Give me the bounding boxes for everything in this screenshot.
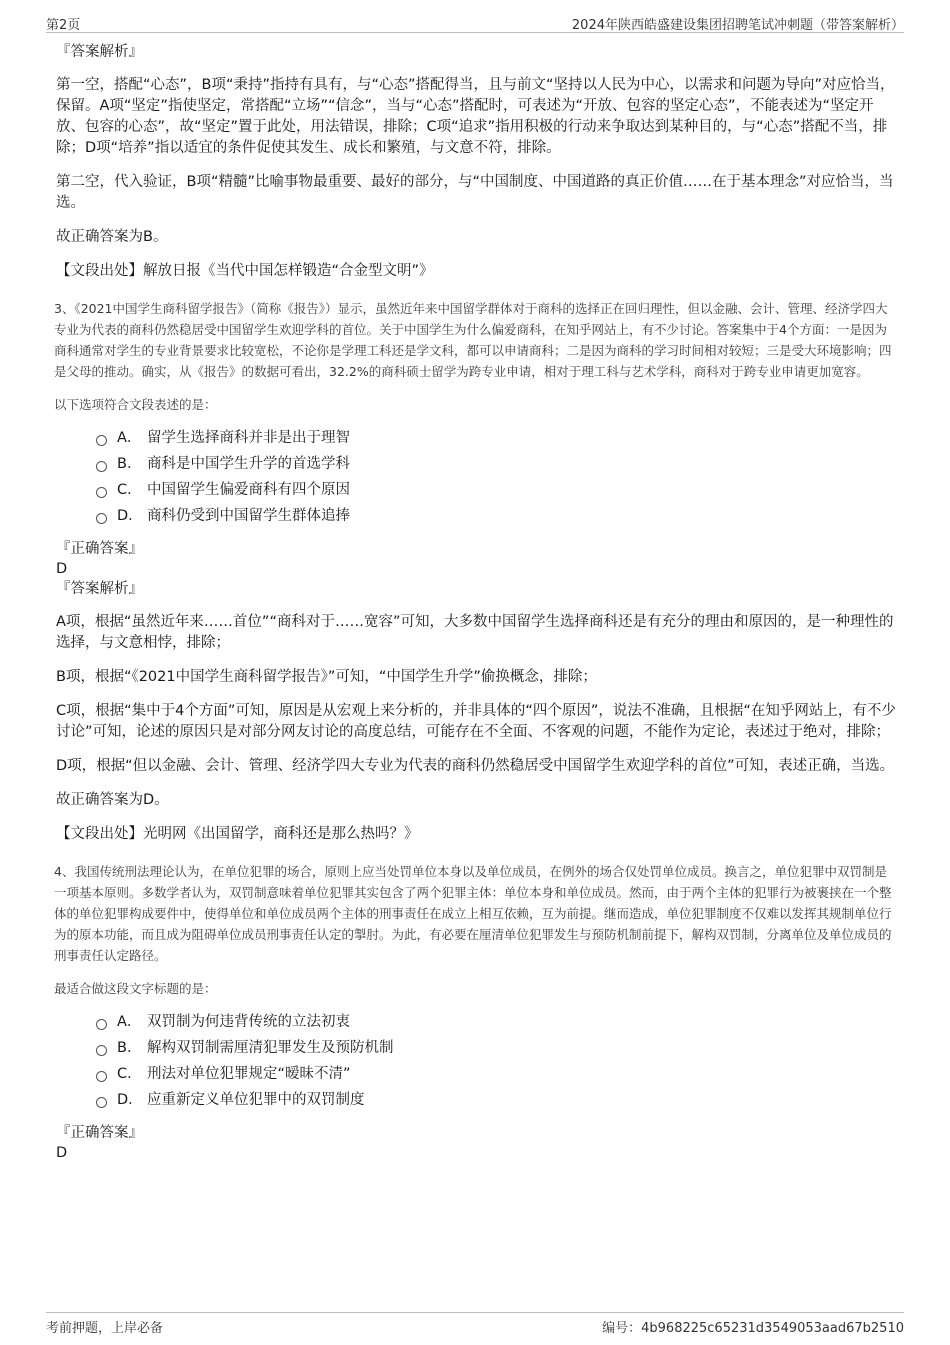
radio-icon[interactable] — [96, 513, 107, 524]
q4-prompt: 最适合做这段文字标题的是： — [54, 981, 217, 996]
radio-icon[interactable] — [96, 1071, 107, 1082]
q3-option-d[interactable]: D． 商科仍受到中国留学生群体追捧 — [96, 503, 896, 529]
document-title: 2024年陕西皓盛建设集团招聘笔试冲刺题（带答案解析） — [571, 18, 904, 33]
q4-correct-heading: 『正确答案』 — [56, 1125, 143, 1141]
q4-option-b[interactable]: B． 解构双罚制需厘清犯罪发生及预防机制 — [96, 1035, 896, 1061]
q4-stem: 4、我国传统刑法理论认为，在单位犯罪的场合，原则上应当处罚单位本身以及单位成员，在例外的场合仅处罚单位成员。换言之，单位犯罪中双罚制是一项基本原则。多数学者认为，双罚制意味着单位犯罪其实包含了两个犯罪主体：单位本身和单位成员。然而，由于两个主体的犯罪行为被裹挟在一个整体的单位犯罪构成要件中，使得单位和单位成员两个主体的刑事责任在成立上相互依赖，互为前提。继而造成，单位犯罪制度不仅难以发挥其规制单位行为的原本功能，而且成为阻碍单位成员刑事责任认定的掣肘。为此，有必要在厘清单位犯罪发生与预防机制前提下，解构双罚制，分离单位及单位成员的刑事责任认定路径。 — [54, 864, 892, 963]
q3-options — [96, 425, 896, 529]
q3-analysis-a: A项，根据“虽然近年来……首位”“商科对于……宽容”可知，大多数中国留学生选择商科还是有充分的理由和原因的，是一种理性的选择，与文意相悖，排除； — [56, 614, 894, 651]
q3-conclusion: 故正确答案为D。 — [56, 792, 169, 808]
radio-icon[interactable] — [96, 435, 107, 446]
radio-icon[interactable] — [96, 487, 107, 498]
q3-analysis-c: C项，根据“集中于4个方面”可知，原因是从宏观上来分析的，并非具体的“四个原因”，说法不准确，且根据“在知乎网站上，有不少讨论”可知，论述的原因只是对部分网友讨论的高度总结，可能存在不全面、不客观的问题，不能作为定论，表述过于绝对，排除； — [56, 703, 896, 740]
q3-correct-heading: 『正确答案』 — [56, 541, 143, 557]
q4-option-c[interactable]: C． 刑法对单位犯罪规定“暧昧不清” — [96, 1061, 896, 1087]
q2-analysis-para2: 第二空，代入验证，B项“精髓”比喻事物最重要、最好的部分，与“中国制度、中国道路的真正价值……在于基本理念”对应恰当，当选。 — [56, 174, 894, 211]
q2-analysis-heading: 『答案解析』 — [56, 44, 143, 60]
q3-prompt: 以下选项符合文段表述的是： — [54, 397, 217, 412]
radio-icon[interactable] — [96, 1019, 107, 1030]
q3-analysis-b: B项，根据“《2021中国学生商科留学报告》”可知，“中国学生升学”偷换概念，排除； — [56, 669, 597, 685]
q3-stem: 3、《2021中国学生商科留学报告》（简称《报告》）显示，虽然近年来中国留学群体对于商科的选择正在回归理性，但以金融、会计、管理、经济学四大专业为代表的商科仍然稳居受中国留学生欢迎学科的首位。关于中国学生为什么偏爱商科，在知乎网站上，有不少讨论。答案集中于4个方面：一是因为商科通常对学生的专业背景要求比较宽松，不论你是学理工科还是学文科，都可以申请商科；二是因为商科的学习时间相对较短；三是受大环境影响；四是父母的推动。确实，从《报告》的数据可看出，32.2%的商科硕士留学为跨专业申请，相对于理工科与艺术学科，商科对于跨专业申请更加宽容。 — [54, 301, 892, 379]
radio-icon[interactable] — [96, 1097, 107, 1108]
q3-option-a[interactable]: A． 留学生选择商科并非是出于理智 — [96, 425, 896, 451]
radio-icon[interactable] — [96, 461, 107, 472]
page-number: 第2页 — [46, 18, 81, 33]
q3-analysis-heading: 『答案解析』 — [56, 581, 143, 597]
q2-source: 【文段出处】解放日报《当代中国怎样锻造“合金型文明”》 — [56, 263, 434, 279]
q4-options — [96, 1009, 896, 1113]
q3-source: 【文段出处】光明网《出国留学，商科还是那么热吗？》 — [56, 826, 419, 842]
footer-doc-id: 编号：4b968225c65231d3549053aad67b2510 — [602, 1321, 904, 1336]
page-footer — [46, 1312, 904, 1337]
q3-correct-answer: D — [56, 561, 68, 577]
q4-correct-answer: D — [56, 1145, 68, 1161]
footer-slogan: 考前押题，上岸必备 — [46, 1321, 164, 1336]
q3-option-c[interactable]: C． 中国留学生偏爱商科有四个原因 — [96, 477, 896, 503]
page-header — [46, 12, 904, 33]
q2-analysis-para1: 第一空，搭配“心态”，B项“秉持”指持有具有，与“心态”搭配得当，且与前文“坚持以人民为中心，以需求和问题为导向”对应恰当，保留。A项“坚定”指使坚定，常搭配“立场”“信念”，当与“心态”搭配时，可表述为“开放、包容的坚定心态”，不能表述为“坚定开放、包容的心态”，故“坚定”置于此处，用法错误，排除；C项“追求”指用积极的行动来争取达到某种目的，与“心态”搭配不当，排除；D项“培养”指以适宜的条件促使其发生、成长和繁殖，与文意不符，排除。 — [56, 77, 895, 156]
radio-icon[interactable] — [96, 1045, 107, 1056]
page-content — [56, 42, 896, 1163]
q3-analysis-d: D项，根据“但以金融、会计、管理、经济学四大专业为代表的商科仍然稳居受中国留学生欢迎学科的首位”可知，表述正确，当选。 — [56, 758, 895, 774]
q3-option-b[interactable]: B． 商科是中国学生升学的首选学科 — [96, 451, 896, 477]
q4-option-a[interactable]: A． 双罚制为何违背传统的立法初衷 — [96, 1009, 896, 1035]
q4-option-d[interactable]: D． 应重新定义单位犯罪中的双罚制度 — [96, 1087, 896, 1113]
q2-conclusion: 故正确答案为B。 — [56, 229, 168, 245]
